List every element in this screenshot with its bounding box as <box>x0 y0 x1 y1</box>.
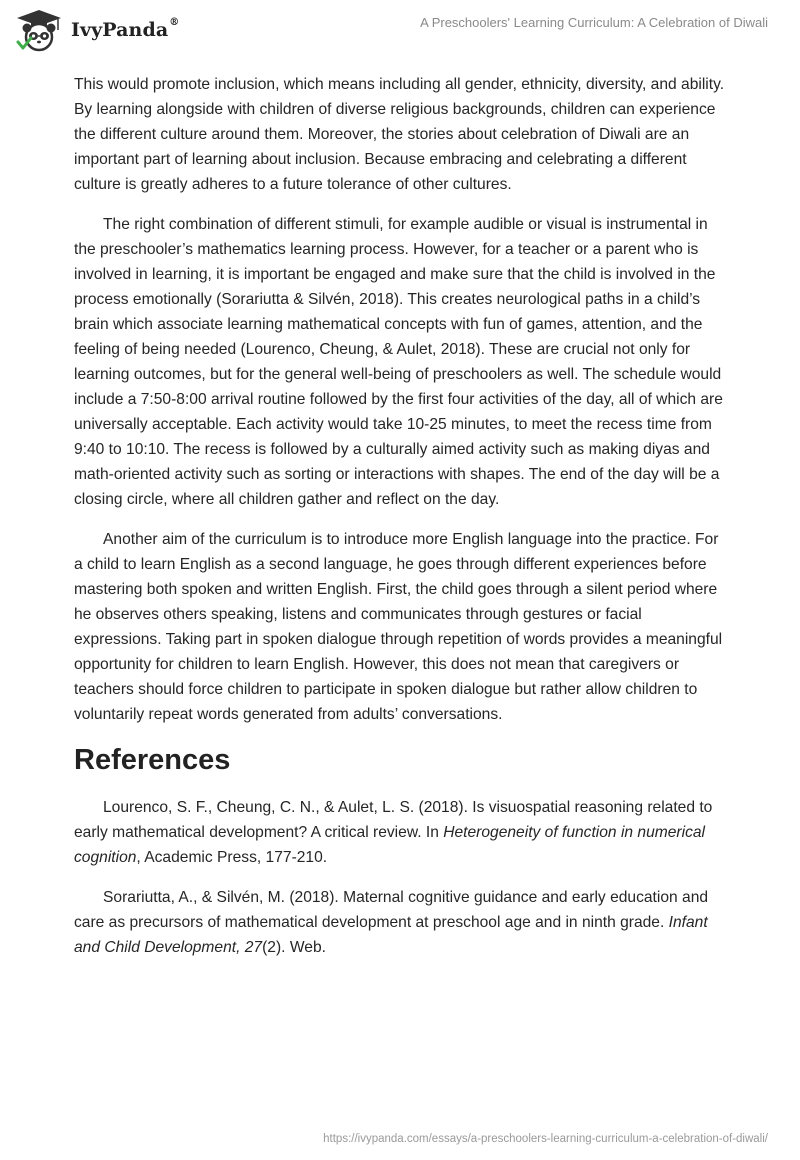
paragraph: Another aim of the curriculum is to introduce more English language into the practice. For a child to learn English as a second language, he goes through different experiences before mastering both spoken and written English. First, the child goes through a silent period where he observes others speaking, listens and communicates through gestures or facial expressions. Taking part in spoken dialogue through repetition of words provides a meaningful opportunity for children to learn English. However, this does not mean that caregivers or teachers should force children to participate in spoken dialogue but rather allow children to voluntarily repeat words generated from adults’ conversations. <box>74 531 723 723</box>
reference-item: Lourenco, S. F., Cheung, C. N., & Aulet, L. S. (2018). Is visuospatial reasoning related to early mathematical development? A critical review. In Heterogeneity of function in numerical cognition, Academic Press, 177-210. <box>74 799 713 866</box>
page-header <box>0 0 800 62</box>
references-heading: References <box>74 744 231 776</box>
brand-name: IvyPanda® <box>71 17 180 41</box>
panda-graduate-icon <box>14 8 64 52</box>
source-url[interactable]: https://ivypanda.com/essays/a-preschoolers-learning-curriculum-a-celebration-of-diwali/ <box>323 1133 768 1145</box>
document-title: A Preschoolers' Learning Curriculum: A Celebration of Diwali <box>420 15 768 30</box>
paragraph: The right combination of different stimuli, for example audible or visual is instrumental in the preschooler’s mathematics learning process. However, for a teacher or a parent who is involved in learning, it is important be engaged and make sure that the child is involved in the process emotionally (Sorariutta & Silvén, 2018). This creates neurological paths in a child’s brain which associate learning mathematical concepts with fun of games, attention, and the feeling of being needed (Lourenco, Cheung, & Aulet, 2018). These are crucial not only for learning outcomes, but for the general well-being of preschoolers as well. The schedule would include a 7:50-8:00 arrival routine followed by the first four activities of the day, all of which are universally acceptable. Each activity would take 10-25 minutes, to meet the recess time from 9:40 to 10:10. The recess is followed by a culturally aimed activity such as making diyas and math-oriented activity such as sorting or interactions with shapes. The end of the day will be a closing circle, where all children gather and reflect on the day. <box>74 216 723 508</box>
paragraph: This would promote inclusion, which means including all gender, ethnicity, diversity, and ability. By learning alongside with children of diverse religious backgrounds, children can experience the different culture around them. Moreover, the stories about celebration of Diwali are an important part of learning about inclusion. Because embracing and celebrating a different culture is greatly adheres to a future tolerance of other cultures. <box>74 76 725 193</box>
ivypanda-logo[interactable] <box>14 8 179 52</box>
essay-content <box>74 72 726 975</box>
reference-item: Sorariutta, A., & Silvén, M. (2018). Maternal cognitive guidance and early education and care as precursors of mathematical development at preschool age and in ninth grade. Infant and Child Development, 27(2). Web. <box>74 889 709 956</box>
